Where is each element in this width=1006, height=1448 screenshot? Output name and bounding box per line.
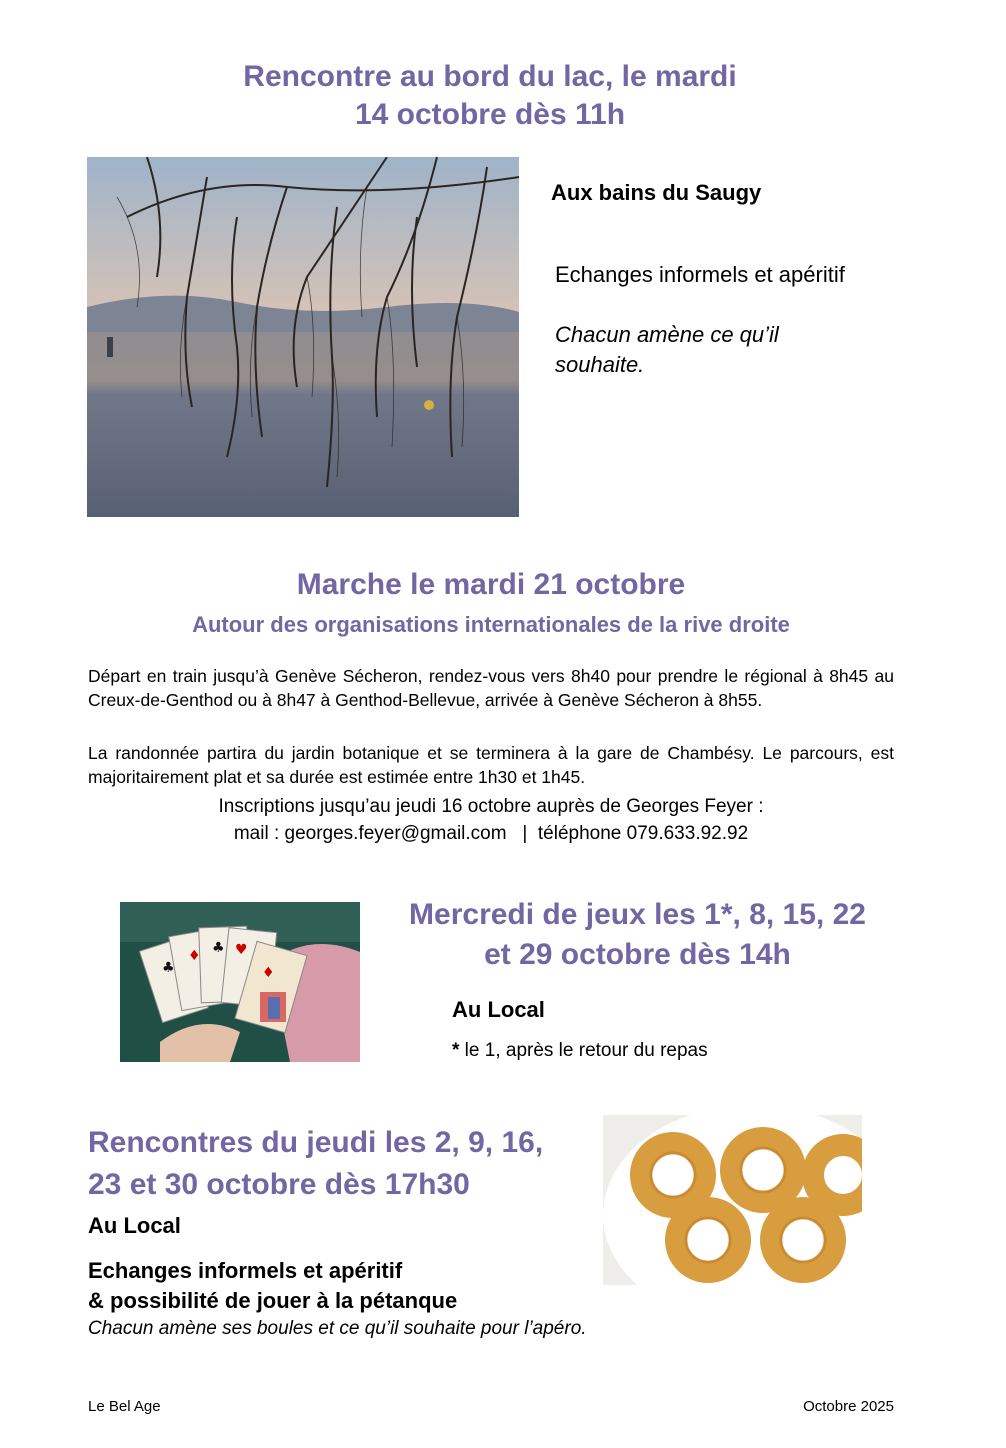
event4-title-line2: 23 et 30 octobre dès 17h30 — [88, 1168, 470, 1201]
lake-photo — [87, 157, 519, 517]
event4-title — [88, 1122, 543, 1206]
event3-note — [452, 1040, 708, 1062]
event1-note-line1: Chacun amène ce qu’il — [555, 322, 779, 347]
svg-text:♦: ♦ — [262, 965, 275, 981]
event2-title: Marche le mardi 21 octobre — [296, 568, 686, 601]
event1-title-line1: Rencontre au bord du lac, le mardi — [243, 60, 737, 93]
svg-text:♦: ♦ — [188, 948, 201, 964]
event2-subtitle: Autour des organisations internationales de la rive droite — [192, 612, 790, 637]
event2-inscriptions: Inscriptions jusqu’au jeudi 16 octobre auprès de Georges Feyer : — [218, 796, 764, 817]
event3-note-star: * — [452, 1040, 460, 1061]
event1-note — [555, 320, 779, 380]
footer-left: Le Bel Age — [88, 1398, 161, 1415]
footer-right: Octobre 2025 — [803, 1398, 894, 1415]
event4-desc-line2: & possibilité de jouer à la pétanque — [88, 1288, 458, 1313]
event1-title — [180, 58, 800, 134]
biscuits-photo — [603, 1115, 862, 1285]
event1-place: Aux bains du Saugy — [551, 180, 762, 205]
event4-desc — [88, 1256, 457, 1316]
event4-title-line1: Rencontres du jeudi les 2, 9, 16, — [88, 1126, 544, 1159]
svg-text:♣: ♣ — [212, 940, 225, 956]
event1-desc: Echanges informels et apéritif — [555, 262, 845, 287]
event3-title — [380, 895, 895, 975]
event2-para1: Départ en train jusqu’à Genève Sécheron, rendez-vous vers 8h40 pour prendre le régional à 8h45 au Creux-de-Genthod ou à 8h47 à Genthod-Bellevue, arrivée à Genève Sécheron à 8h55. — [88, 666, 894, 710]
event4-note: Chacun amène ses boules et ce qu’il souhaite pour l’apéro. — [88, 1318, 587, 1339]
event4-place: Au Local — [88, 1213, 181, 1238]
event1-note-line2: souhaite. — [555, 352, 645, 377]
event3-title-line2: et 29 octobre dès 14h — [484, 938, 791, 971]
event3-note-text: le 1, après le retour du repas — [459, 1040, 708, 1061]
event1-title-line2: 14 octobre dès 11h — [354, 98, 626, 131]
event3-title-line1: Mercredi de jeux les 1*, 8, 15, 22 — [409, 898, 866, 931]
svg-text:♣: ♣ — [162, 960, 175, 976]
event4-desc-line1: Echanges informels et apéritif — [88, 1258, 403, 1283]
event2-para2: La randonnée partira du jardin botanique et se terminera à la gare de Chambésy. Le parcours, est majoritairement plat et sa durée est estimée entre 1h30 et 1h45. — [88, 743, 894, 787]
svg-text:♥: ♥ — [235, 942, 248, 958]
event2-contact: mail : georges.feyer@gmail.com | téléphone 079.633.92.92 — [233, 823, 749, 844]
event3-place: Au Local — [452, 997, 545, 1022]
cards-photo — [120, 902, 360, 1062]
